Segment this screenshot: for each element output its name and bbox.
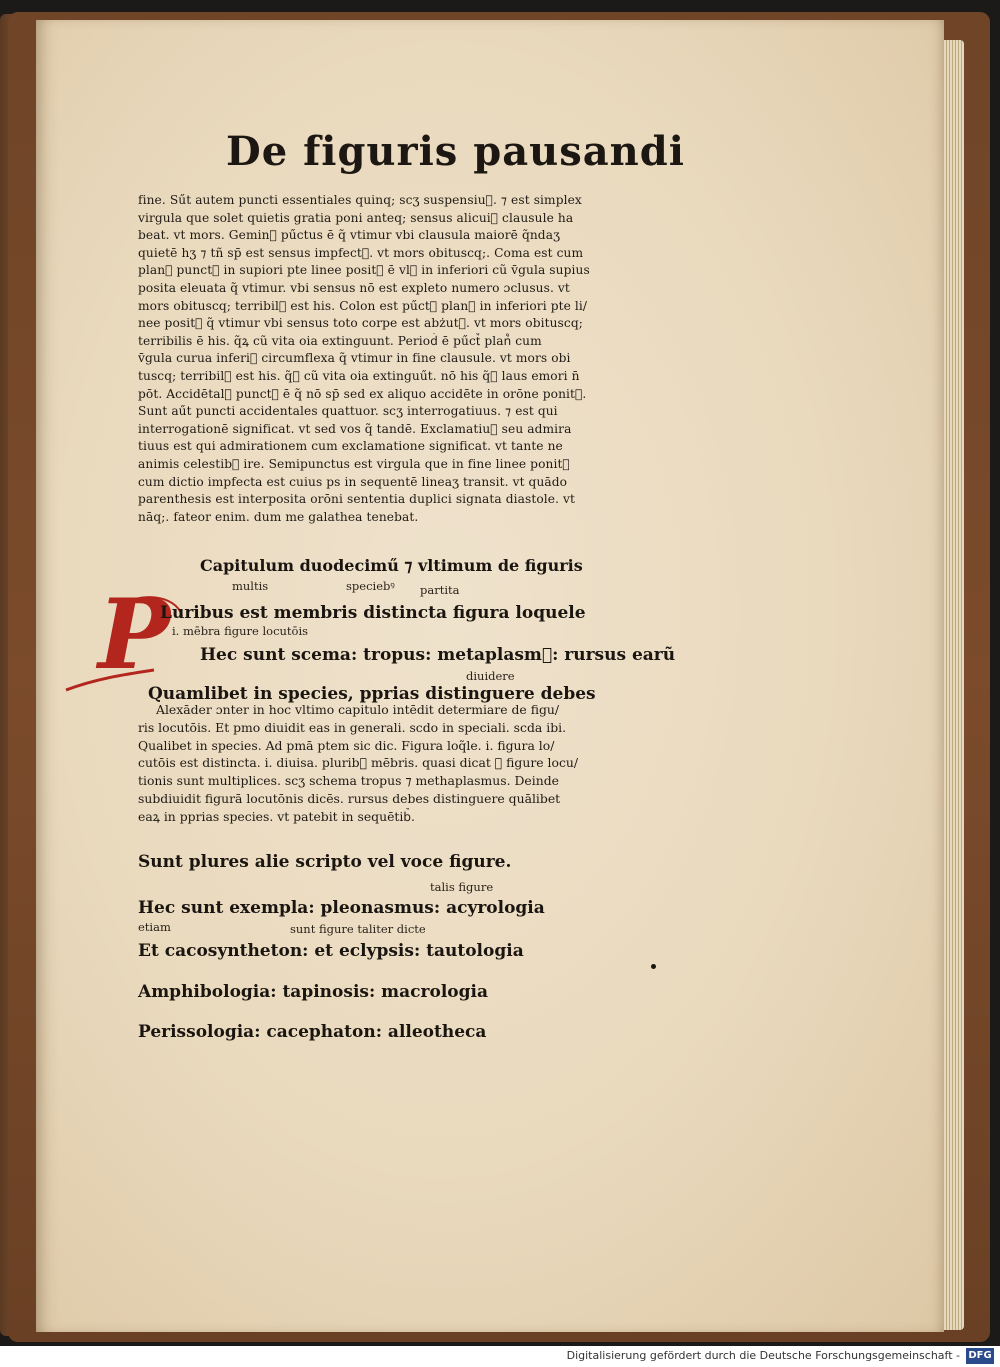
gloss-speciebus: speciebꝰ (346, 579, 395, 593)
text-line: nāq;. fateor enim. dum me galathea tenebat. (138, 509, 419, 524)
text-line: ris locutōis. Et pmo diuidit eas in generali. scdo in speciali. scda ibi. (138, 719, 567, 735)
gloss-diuidere: diuidere (466, 669, 515, 683)
paragraph-commentary (138, 701, 668, 826)
footer-bar (0, 1346, 1000, 1367)
verse-line-1: Luribus est membris distincta figura loquele (160, 603, 586, 623)
text-line: posita eleuata q̃ vtimur. vbi sensus nō est expleto numero ɔclusus. vt (138, 280, 570, 295)
text-line: pōt. Accidētal᷒ punct᷒ ē q̃ nō sp̄ sed ex aliquo accidēte in orōne ponit᷒. (138, 386, 587, 401)
verse-line-6: Et cacosyntheton: et eclypsis: tautologia (138, 941, 524, 961)
paragraph-punctuation (138, 192, 668, 526)
text-line: quietē hʒ ⁊ tñ sp̄ est sensus impfect᷒. vt mors obituscq;. Coma est cum (138, 245, 584, 260)
text-line: cum dictio impfecta est cuius ps in sequentē lineaʒ transit. vt quādo (138, 474, 568, 489)
gloss-sunt-figure: sunt figure taliter dicte (290, 922, 426, 936)
verse-line-2: Hec sunt scema: tropus: metaplasm᷒: rursus earũ (200, 645, 676, 665)
verse-line-8: Perissologia: cacephaton: alleotheca (138, 1022, 487, 1042)
text-line: cutōis est distincta. i. diuisa. plurib᷒ mēbris. quasi dicat ꝙ figure locu/ (138, 755, 579, 771)
text-line: animis celestib᷒ ire. Semipunctus est virgula que in fine linee ponit᷒ (138, 456, 570, 471)
ink-dot (651, 964, 656, 969)
gloss-membra: i. mēbra figure locutōis (172, 624, 309, 638)
text-line: virgula que solet quietis gratia poni anteq; sensus alicui᷒ clausule ha (138, 210, 574, 225)
chapter-title: Capitulum duodecimű ⁊ vltimum de figuris (200, 556, 583, 575)
verse-line-4: Sunt plures alie scripto vel voce figure. (138, 852, 512, 872)
page-heading: De figuris pausandi (226, 128, 685, 175)
text-line: parenthesis est interposita orōni sententia duplici signata diastole. vt (138, 492, 576, 507)
footer-credit: Digitalisierung gefördert durch die Deutsche Forschungsgemeinschaft - (566, 1349, 960, 1362)
text-line: tuscq; terribil᷒ est his. q̃ꝝ cũ vita oia extinguűt. nō his q̃ꝝ laus emori n̄ (138, 368, 580, 383)
text-line: mors obituscq; terribil᷒ est his. Colon est pűct᷒ plan᷒ in inferiori pte li/ (138, 298, 588, 313)
text-line: v̄gula curua inferi᷒ circumflexa q̃ vtimur in fine clausule. vt mors obi (138, 351, 571, 366)
text-line: nee posit᷒ q̃ vtimur vbi sensus toto corpe est abżut᷒. vt mors obituscq; (138, 316, 583, 331)
text-line: terribilis ē his. q̃ꝝ cũ vita oia extinguunt. Period᷒ ē pűct᷒ plan᷒ cum (138, 333, 542, 348)
page-edges (944, 40, 964, 1330)
text-line: subdiuidit figurā locutōnis dicēs. rursus debes distinguere quālibet (138, 790, 561, 806)
verse-line-7: Amphibologia: tapinosis: macrologia (138, 982, 488, 1002)
dfg-logo: DFG (966, 1348, 994, 1364)
verse-line-3: Quamlibet in species, pprias distinguere debes (148, 684, 596, 704)
text-line: Qualibet in species. Ad pmā ptem sic dic. Figura loq̃le. i. figura lo/ (138, 737, 555, 753)
text-line: tionis sunt multiplices. scʒ schema tropus ⁊ methaplasmus. Deinde (138, 773, 559, 789)
gloss-multis: multis (232, 579, 269, 593)
text-line: fine. Sűt autem puncti essentiales quinq; scʒ suspensiu᷒. ⁊ est simplex (138, 193, 582, 207)
gloss-talis-figure: talis figure (430, 880, 494, 894)
text-line: beat. vt mors. Gemin᷒ pűctus ē q̃ vtimur vbi clausula maiorē q̃ndaʒ (138, 228, 561, 243)
text-line: eaꝝ in pprias species. vt patebit in sequētib᷒. (138, 808, 415, 824)
text-line: Alexāder ɔnter in hoc vltimo capitulo intēdit determiare de figu/ (156, 702, 560, 717)
text-line: tiuus est qui admirationem cum exclamatione significat. vt tante ne (138, 439, 563, 454)
text-line: Sunt aűt puncti accidentales quattuor. scʒ interrogatiuus. ⁊ est qui (138, 404, 558, 419)
initial-letter: P (98, 586, 171, 691)
text-line: plan᷒ punct᷒ in supiori pte linee posit᷒ ē vl᷒ in inferiori cũ v̄gula supius (138, 263, 590, 278)
gloss-partita: partita (420, 583, 460, 597)
verse-line-5: Hec sunt exempla: pleonasmus: acyrologia (138, 898, 545, 918)
text-line: interrogationē significat. vt sed vos q̃ tandē. Exclamatiu᷒ seu admira (138, 421, 572, 436)
gloss-etiam: etiam (138, 920, 171, 934)
